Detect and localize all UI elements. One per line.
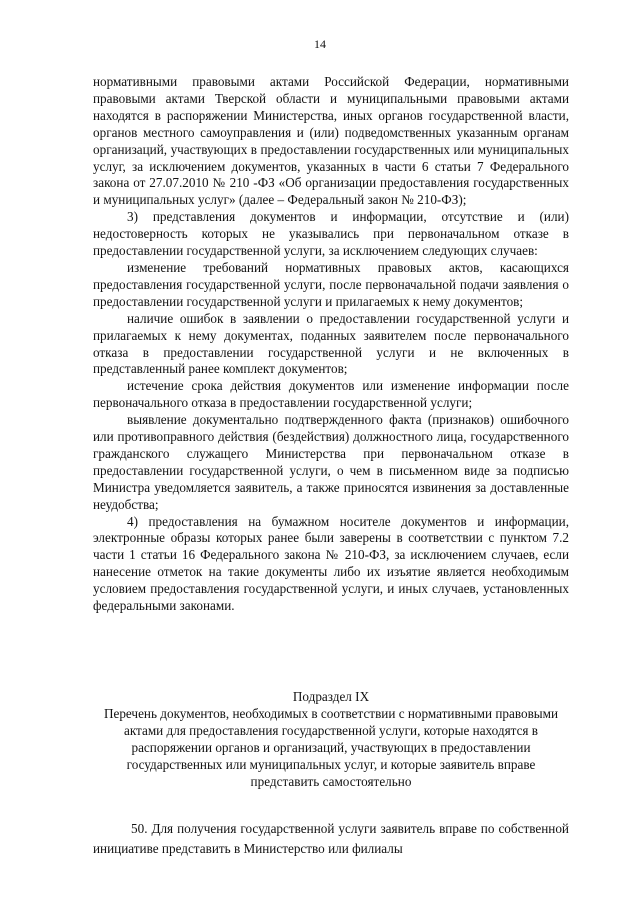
section-heading [93, 689, 569, 790]
section-title: Перечень документов, необходимых в соответствии с нормативными правовыми актами для предоставления государственной услуги, которые находятся в распоряжении органов и организаций, участвующих в предоставлении государственных или муниципальных услуг, и которые заявитель вправе представить самостоятельно [103, 705, 559, 789]
page-number: 14 [314, 37, 326, 51]
section-label: Подраздел IX [292, 689, 370, 704]
paragraph-item-4: 4) предоставления на бумажном носителе документов и информации, электронные образы которых ранее были заверены в соответствии с пунктом 7.2 части 1 статьи 16 Федерального закона № 210-ФЗ, за исключением случаев, если нанесение отметок на такие документы либо их изъятие является необходимым условием предоставления государственной услуги, и иных случаев, установленных федеральными законами. [93, 513, 569, 614]
paragraph-case-requirements-change: изменение требований нормативных правовых актов, касающихся предоставления государственной услуги, после первоначальной подачи заявления о предоставлении государственной услуги и прилагаемых к нему документов; [93, 259, 569, 309]
paragraph-continuation: нормативными правовыми актами Российской Федерации, нормативными правовыми актами Тверской области и муниципальными правовыми актами находятся в распоряжении Министерства, иных органов государственной власти, органов местного самоуправления и (или) подведомственных указанным органам организаций, участвующих в предоставлении государственных или муниципальных услуг, за исключением документов, указанных в части 6 статьи 7 Федерального закона от 27.07.2010 № 210 -ФЗ «Об организации предоставления государственных и муниципальных услуг» (далее – Федеральный закон № 210-ФЗ); [93, 74, 569, 208]
paragraph-case-official-error: выявление документально подтвержденного факта (признаков) ошибочного или противоправного действия (бездействия) должностного лица, государственного гражданского служащего Министерства при первоначальном отказе в предоставлении государственной услуги, о чем в письменном виде за подписью Министра уведомляется заявитель, а также приносятся извинения за доставленные неудобства; [93, 412, 569, 512]
clause-50-text: 50. Для получения государственной услуги заявитель вправе по собственной инициативе представить в Министерство или филиалы [93, 821, 569, 856]
body-text [93, 74, 569, 615]
paragraph-case-errors: наличие ошибок в заявлении о предоставлении государственной услуги и прилагаемых к нему документах, поданных заявителем после первоначального отказа в предоставлении государственной услуги и не включенных в представленный ранее комплект документов; [93, 310, 569, 377]
paragraph-item-3: 3) представления документов и информации, отсутствие и (или) недостоверность которых не указывались при первоначальном отказе в предоставлении государственной услуги, за исключением следующих случаев: [93, 209, 569, 259]
clause-50 [93, 819, 569, 859]
paragraph-case-expiry: истечение срока действия документов или изменение информации после первоначального отказа в предоставлении государственной услуги; [93, 378, 569, 411]
